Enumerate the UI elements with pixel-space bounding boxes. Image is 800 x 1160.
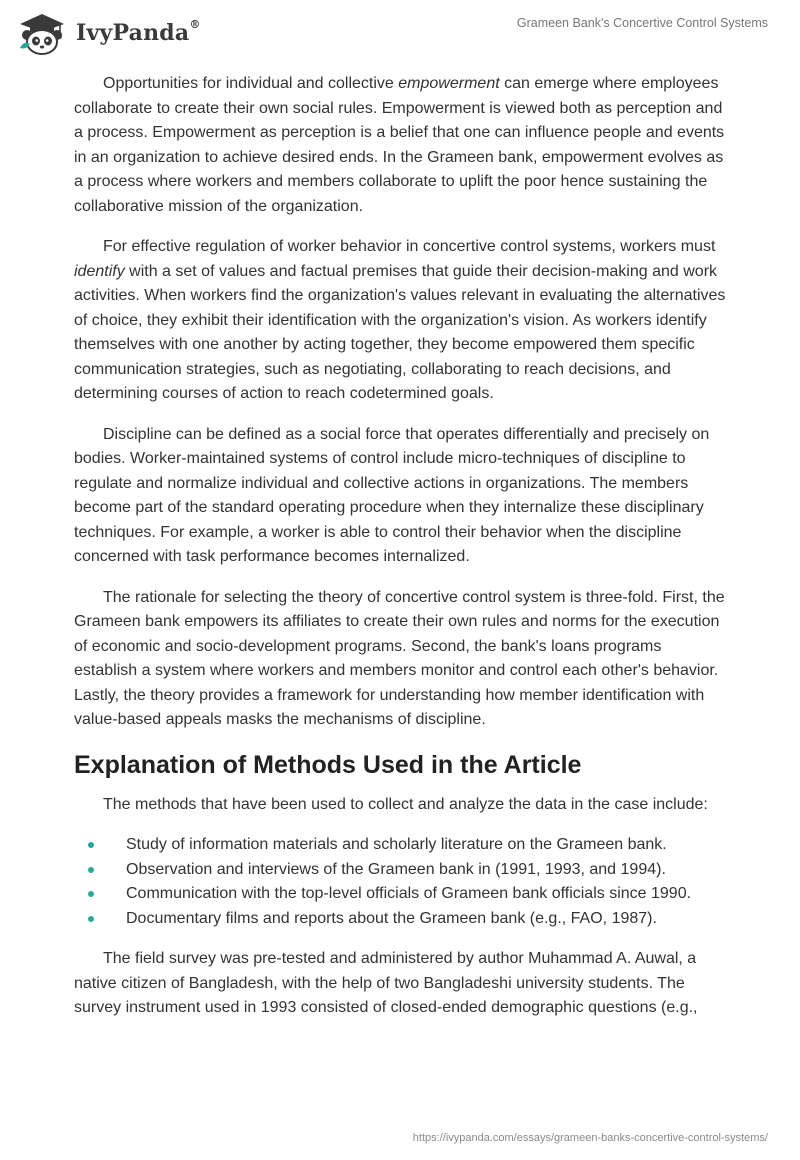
methods-list [74,833,726,931]
paragraph-field-survey: The field survey was pre-tested and administered by author Muhammad A. Auwal, a native citizen of Bangladesh, with the help of two Bangladeshi university students. The survey instrument used in 1993 consisted of closed-ended demographic questions (e.g., [74,950,698,1016]
paragraph-discipline: Discipline can be defined as a social force that operates differentially and precisely on bodies. Worker-maintained systems of control include micro-techniques of discipline to regulate and normalize individual and collective actions in organizations. The members become part of the standard operating procedure when they internalize these disciplinary techniques. For example, a worker is able to control their behavior when the discipline concerned with task performance becomes internalized. [74,425,710,565]
page-header [0,0,800,64]
bullet-dot-icon [88,891,94,897]
source-url-link[interactable]: https://ivypanda.com/essays/grameen-banks-concertive-control-systems/ [412,1132,768,1144]
paragraph-methods-intro: The methods that have been used to collect and analyze the data in the case include: [103,795,708,813]
paragraph-rationale: The rationale for selecting the theory of concertive control system is three-fold. First, the Grameen bank empowers its affiliates to create their own rules and norms for the execution of economic and socio-development programs. Second, the bank's loans programs establish a system where workers and members monitor and control each other's behavior. Lastly, the theory provides a framework for understanding how member identification with value-based appeals masks the mechanisms of discipline. [74,588,725,728]
panda-graduate-icon [16,10,68,56]
bullet-dot-icon [88,867,94,873]
list-item: Documentary films and reports about the Grameen bank (e.g., FAO, 1987). [74,907,726,932]
emphasis-term: empowerment [398,75,500,92]
list-item: Communication with the top-level officials of Grameen bank officials since 1990. [74,882,726,907]
list-item: Study of information materials and scholarly literature on the Grameen bank. [74,833,726,858]
brand-name: IvyPanda® [76,18,201,46]
document-title: Grameen Bank's Concertive Control Systems [516,16,768,30]
emphasis-term: identify [74,262,125,280]
section-heading: Explanation of Methods Used in the Article [74,750,582,779]
list-item: Observation and interviews of the Grameen bank in (1991, 1993, and 1994). [74,858,726,883]
paragraph-empowerment: Opportunities for individual and collective empowerment can emerge where employees collaborate to create their own social rules. Empowerment is viewed both as perception and a process. Empowerment as perception is a belief that one can influence people and events in an organization to achieve desired ends. In the Grameen bank, empowerment evolves as a process where workers and members collaborate to uplift the poor hence sustaining the collaborative mission of the organization. [74,75,725,215]
paragraph-identification: For effective regulation of worker behavior in concertive control systems, workers must identify with a set of values and factual premises that guide their decision-making and work activities. When workers find the organization's values relevant in evaluating the alternatives of choice, they exhibit their identification with the organization's vision. As workers identify themselves with one another by acting together, they become empowered them specific communication strategies, such as negotiating, collaborating to reach decisions, and determining courses of action to reach codetermined goals. [74,238,726,402]
essay-content [74,72,726,1037]
brand-logo[interactable] [16,10,201,56]
bullet-dot-icon [88,842,94,848]
bullet-dot-icon [88,916,94,922]
